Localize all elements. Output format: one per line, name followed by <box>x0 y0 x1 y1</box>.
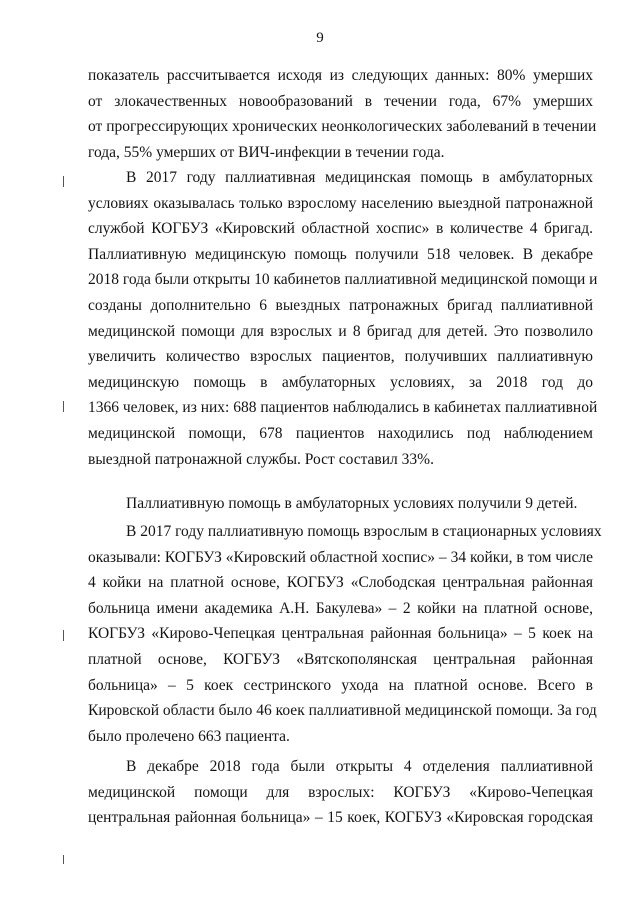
paragraph-3 <box>88 491 593 517</box>
text-line: медицинской помощи для взрослых и 8 бригад для детей. Это позволило <box>88 322 593 340</box>
text-line: от злокачественных новообразований в течении года, 67% умерших <box>88 92 593 110</box>
text-line: года, 55% умерших от ВИЧ-инфекции в течении года. <box>88 143 445 161</box>
text-line: условиях оказывалась только взрослому населению выездной патронажной <box>88 194 593 212</box>
text-line: В декабре 2018 года были открыты 4 отделения паллиативной <box>126 758 593 775</box>
text-line: от прогрессирующих хронических неонкологических заболеваний в течении <box>88 118 597 136</box>
text-line: увеличить количество взрослых пациентов, получивших паллиативную <box>88 348 593 366</box>
text-line: больница» – 5 коек сестринского ухода на платной основе. Всего в <box>88 676 593 694</box>
text-line: оказывали: КОГБУЗ «Кировский областной хоспис» – 34 койки, в том числе <box>88 548 593 566</box>
text-line: медицинской помощи для взрослых: КОГБУЗ «Кирово-Чепецкая <box>88 783 593 801</box>
scan-mark <box>63 630 64 641</box>
text-line: медицинской помощи, 678 пациентов находились под наблюдением <box>88 424 593 442</box>
text-line: службой КОГБУЗ «Кировский областной хоспис» в количестве 4 бригад. <box>88 220 593 238</box>
text-line: 1366 человек, из них: 688 пациентов наблюдались в кабинетах паллиативной <box>88 399 598 417</box>
scan-mark <box>63 855 64 864</box>
page-number: 9 <box>316 30 324 46</box>
text-line: Паллиативную медицинскую помощь получили 518 человек. В декабре <box>88 245 593 263</box>
paragraph-4 <box>88 519 602 749</box>
scan-mark <box>63 176 64 187</box>
text-line: платной основе, КОГБУЗ «Вятскополянская центральная районная <box>88 650 593 668</box>
text-line: В 2017 году паллиативная медицинская помощь в амбулаторных <box>126 169 593 186</box>
text-line: Паллиативную помощь в амбулаторных условиях получили 9 детей. <box>126 495 578 512</box>
paragraph-2 <box>88 165 598 472</box>
text-line: В 2017 году паллиативную помощь взрослым в стационарных условиях <box>126 523 602 540</box>
text-line: центральная районная больница» – 15 коек, КОГБУЗ «Кировская городская <box>88 809 593 827</box>
text-line: было пролечено 663 пациента. <box>88 727 290 745</box>
text-line: медицинскую помощь в амбулаторных условиях, за 2018 год до <box>88 373 593 391</box>
scan-mark <box>63 401 64 412</box>
text-line: 2018 года были открыты 10 кабинетов паллиативной медицинской помощи и <box>88 271 598 289</box>
text-line: выездной патронажной службы. Рост составил 33%. <box>88 450 434 468</box>
paragraph-5 <box>88 754 593 831</box>
text-line: 4 койки на платной основе, КОГБУЗ «Слободская центральная районная <box>88 574 593 592</box>
paragraph-1 <box>88 63 597 165</box>
text-line: созданы дополнительно 6 выездных патронажных бригад паллиативной <box>88 296 593 314</box>
text-line: больница имени академика А.Н. Бакулева» – 2 койки на платной основе, <box>88 599 593 617</box>
text-line: показатель рассчитывается исходя из следующих данных: 80% умерших <box>88 67 593 84</box>
text-line: Кировской области было 46 коек паллиативной медицинской помощи. За год <box>88 702 597 720</box>
text-line: КОГБУЗ «Кирово-Чепецкая центральная районная больница» – 5 коек на <box>88 625 593 643</box>
